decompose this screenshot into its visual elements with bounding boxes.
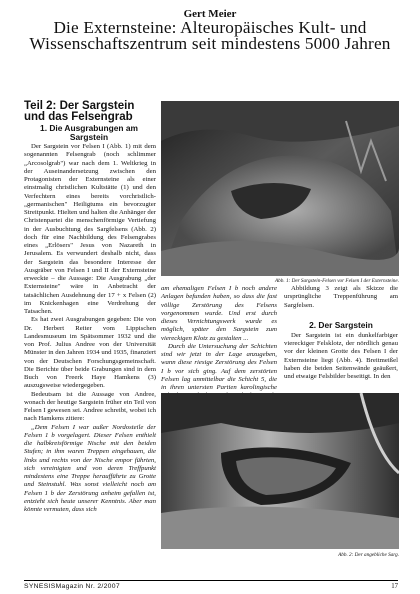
paragraph: Abbildung 3 zeigt als Skizze die ursprüngliche Treppenführung am Sargfelsen. bbox=[284, 285, 398, 309]
author-name: Gert Meier bbox=[183, 8, 237, 20]
page-number: 17 bbox=[391, 583, 398, 590]
photo-1-image bbox=[161, 101, 399, 276]
caption-2: Abb. 2: Der angebliche Sarg. bbox=[338, 552, 399, 558]
photo-angeblicher-sarg bbox=[161, 393, 399, 549]
part-heading: Teil 2: Der Sargstein und das Felsengrab bbox=[24, 100, 135, 123]
section-heading-2: 2. Der Sargstein bbox=[309, 319, 373, 330]
column-1 bbox=[24, 143, 156, 514]
photo-2-image bbox=[161, 393, 399, 549]
article-title: Die Externsteine: Alteuropäisches Kult- und Wissenschaftszentrum seit mindestens 5000 Jahren bbox=[29, 18, 391, 53]
photo-sargstein-felsen bbox=[161, 101, 399, 276]
section-heading-1: 1. Die Ausgrabungen am Sargstein bbox=[40, 123, 138, 142]
column-3 bbox=[284, 285, 398, 381]
paragraph: Es hat zwei Ausgrabungen gegeben: Die von Dr. Herbert Reiter vom Lippischen Landesmuseum im Spätsommer 1932 und die von Prof. Julius Andree von der Universität Münster in den Jahren 1934 und 1935, finanziert von der Deutschen Forschungsgemeinschaft. Die Berichte über beide Grabungen sind in dem Buch von Freerk Haye Hamkens (3) auszugsweise wiedergegeben. bbox=[24, 316, 156, 390]
footer-magazine: SYNESISMagazin Nr. 2/2007 bbox=[24, 583, 120, 590]
page-footer bbox=[24, 580, 398, 590]
paragraph: Bedeutsam ist die Aussage von Andree, wonach der heutige Sargstein früher ein Teil von Felsen I gewesen sei. Andree schreibt, wobei ich nach Hamkens zitiere: bbox=[24, 390, 156, 423]
quote-paragraph: „Dem Felsen I war außer Nordosteile der Felsen 1 b vorgelagert. Dieser Felsen enthielt die halbkreisförmige Nische mit den beiden Stufen; in ihm waren Treppen eingehauen, die links und rechts von der Nische empor führten, sich vereinigten und von deren Treffpunkt mindestens eine Treppe heraufführte zu Grotte und Steinstuhl. Was sonst vielleicht noch am Felsen 1 b der Zerstörung anheim gefallen ist, entzieht sich heute unserer Kenntnis. Aber man könnte vermuten, dass sich bbox=[24, 423, 156, 513]
caption-1: Abb. 1: Der Sargstein-Felsen vor Felsen I der Externsteine. bbox=[275, 278, 399, 284]
paragraph: Durch die Untersuchung der Schichten sind wir jetzt in der Lage anzugeben, wann diese riesige Zerstörung des Felsen I b vor sich ging. Auf dem zerstörten Felsen lag unmittelbar die Schicht 5, die in ihren untersten Partien karolingische bbox=[161, 342, 277, 391]
paragraph: Der Sargstein vor Felsen I (Abb. 1) mit dem sogenannten Felsengrab (noch schlimmer „Arcosolgrab") war nach dem 1. Weltkrieg in der Auseinandersetzung zwischen den Protagonisten der Externsteine als einer einstmalig christlichen Kultstätte (1) und den Verfechtern eines bereits vorchristlich-„germanischen" Heiligtums ein bevorzugter Streitpunkt. Hielten und halten die Anhänger der Christenpartei die menschenförmige Vertiefung in der Ausbuchtung des Sargfelsens (Abb. 2) doch für eine Nachbildung des Felsengrabes eines „Erlösers" Jesus von Nazareth in Jerusalem. Es verwundert deshalb nicht, dass der Sargstein das besondere Interesse der Ausgräber von Felsen I und II der Externsteine erweckte – die Aussage: Die Ausgrabung „der Externsteine" wäre in Anbetracht der tatsächlichen Ausdehnung der 17 + x Felsen (2) im Knickenhagen eine Verdrehung der Tatsachen. bbox=[24, 143, 156, 315]
paragraph: Der Sargstein ist ein dunkelfarbiger viereckiger Felsklotz, der nördlich genau vor der kleinen Grotte des Felsen I der Externsteine liegt (Abb. 4). Breitmeißel haben die beiden Seitenwände geäußert, und etwaige Felsbilder beseitigt. In den bbox=[284, 331, 398, 380]
paragraph: am ehemaligen Felsen I b noch andere Anlagen befunden haben, so dass die fast völlige Zerstörung des Felsens vorgenommen wurde. Und erst durch dieses Vernichtungswerk wurde es möglich, später den Sargstein zum viereckigen Klotz zu gestalten ... bbox=[161, 285, 277, 342]
